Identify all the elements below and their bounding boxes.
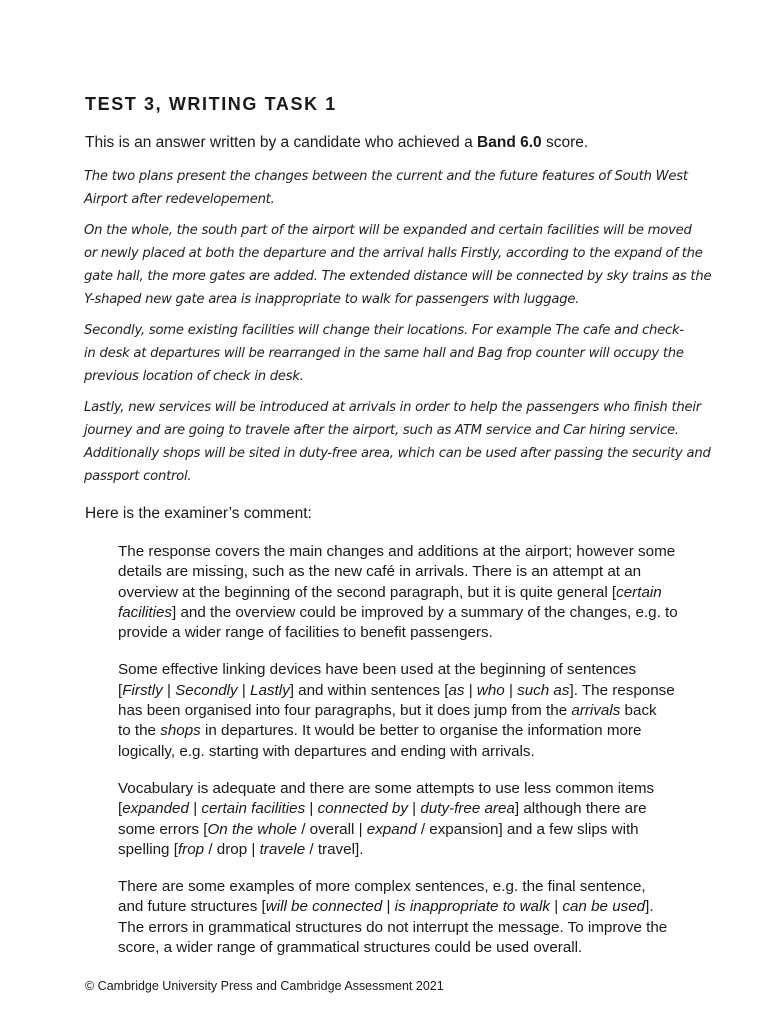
text-run: ].: [645, 898, 654, 916]
italic-run: expand: [366, 820, 417, 838]
essay-line: journey and are going to travele after the airport, such as ATM service and Car hiring service.: [84, 423, 679, 438]
italic-run: facilities: [118, 603, 173, 621]
comment-line: [118, 681, 688, 701]
comment-line: score, a wider range of grammatical structures could be used overall.: [118, 939, 583, 957]
essay-line: The two plans present the changes between the current and the future features of South West: [84, 169, 688, 184]
essay-paragraph: [84, 165, 688, 211]
text-run: overview at the beginning of the second paragraph, but it is quite general [: [118, 583, 617, 601]
text-run: |: [504, 681, 518, 699]
essay-line: in desk at departures will be rearranged in the same hall and Bag frop counter will occupy the: [84, 346, 684, 361]
italic-run: expanded: [122, 800, 189, 818]
italic-run: who: [476, 681, 505, 699]
essay-line: Lastly, new services will be introduced at arrivals in order to help the passengers who finish their: [84, 400, 701, 415]
essay-line: passport control.: [84, 469, 192, 484]
comment-line: [118, 603, 688, 623]
comment-paragraph: [118, 779, 688, 860]
comment-line: [118, 583, 688, 603]
essay-line: Y-shaped new gate area is inappropriate to walk for passengers with luggage.: [84, 292, 580, 307]
essay-line: Airport after redevelopement.: [84, 192, 275, 207]
text-run: |: [162, 681, 176, 699]
copyright-footer: © Cambridge University Press and Cambridge Assessment 2021: [85, 979, 444, 993]
band-score: Band 6.0: [477, 134, 542, 151]
comment-line: The errors in grammatical structures do not interrupt the message. To improve the: [118, 918, 668, 936]
examiner-comment-heading: Here is the examiner’s comment:: [85, 505, 312, 522]
comment-line: [118, 820, 688, 840]
comment-paragraph: [118, 877, 688, 958]
text-run: ] and the overview could be improved by a summary of the changes, e.g. to: [172, 603, 678, 621]
italic-run: is inappropriate to walk: [394, 898, 550, 916]
text-run: |: [549, 898, 563, 916]
text-run: spelling [: [118, 840, 178, 858]
essay-paragraph: [84, 319, 684, 388]
essay-line: Additionally shops will be sited in duty-free area, which can be used after passing the security and: [84, 446, 711, 461]
text-run: |: [464, 681, 477, 699]
essay-line: previous location of check in desk.: [84, 369, 304, 384]
italic-run: connected by: [317, 800, 408, 818]
text-run: back: [620, 702, 657, 720]
intro-before: This is an answer written by a candidate who achieved a: [85, 134, 478, 151]
text-run: |: [237, 681, 250, 699]
italic-run: Firstly: [122, 681, 163, 699]
text-run: ]. The response: [569, 681, 675, 699]
italic-run: frop: [177, 840, 205, 858]
essay-line: gate hall, the more gates are added. The extended distance will be connected by sky trains as the: [84, 269, 712, 284]
comment-line: [118, 701, 688, 721]
comment-line: logically, e.g. starting with departures and ending with arrivals.: [118, 742, 535, 760]
comment-line: Some effective linking devices have been used at the beginning of sentences: [118, 661, 637, 679]
comment-paragraph: [118, 542, 688, 643]
comment-line: [118, 840, 688, 860]
essay-paragraph: [84, 219, 712, 311]
comment-paragraph: [118, 660, 688, 761]
italic-run: On the whole: [207, 820, 297, 838]
candidate-answer: [84, 165, 712, 496]
italic-run: certain: [616, 583, 662, 601]
text-run: in departures. It would be better to organise the information more: [200, 722, 642, 740]
text-run: to the: [118, 722, 161, 740]
italic-run: as: [448, 681, 465, 699]
essay-paragraph: [84, 396, 711, 488]
italic-run: certain facilities: [201, 800, 306, 818]
comment-line: details are missing, such as the new café in arrivals. There is an attempt at an: [118, 563, 642, 581]
text-run: ] although there are: [514, 800, 647, 818]
comment-line: [118, 897, 688, 917]
text-run: has been organised into four paragraphs, but it does jump from the: [118, 702, 572, 720]
text-run: |: [407, 800, 421, 818]
comment-line: provide a wider range of facilities to benefit passengers.: [118, 624, 493, 642]
comment-line: [118, 799, 688, 819]
text-run: / drop |: [204, 840, 260, 858]
italic-run: will be connected: [265, 898, 383, 916]
italic-run: arrivals: [571, 702, 621, 720]
essay-line: On the whole, the south part of the airport will be expanded and certain facilities will be moved: [84, 223, 692, 238]
essay-line: or newly placed at both the departure and the arrival halls Firstly, according to the expand of the: [84, 246, 703, 261]
italic-run: Secondly: [175, 681, 238, 699]
text-run: some errors [: [118, 820, 208, 838]
comment-line: There are some examples of more complex sentences, e.g. the final sentence,: [118, 878, 646, 896]
examiner-comment: [118, 542, 688, 975]
text-run: ] and within sentences [: [289, 681, 449, 699]
italic-run: duty-free area: [420, 800, 515, 818]
text-run: |: [305, 800, 318, 818]
text-run: / travel].: [305, 840, 364, 858]
page-title: TEST 3, WRITING TASK 1: [85, 94, 337, 114]
italic-run: shops: [160, 722, 201, 740]
text-run: [: [118, 800, 123, 818]
italic-run: travele: [259, 840, 306, 858]
text-run: [: [118, 681, 123, 699]
intro-text: [85, 134, 588, 152]
comment-line: The response covers the main changes and additions at the airport; however some: [118, 543, 676, 560]
text-run: / expansion] and a few slips with: [416, 820, 639, 838]
intro-after: score.: [541, 134, 589, 151]
italic-run: such as: [517, 681, 570, 699]
comment-line: [118, 721, 688, 741]
text-run: |: [382, 898, 395, 916]
italic-run: can be used: [562, 898, 646, 916]
text-run: / overall |: [296, 820, 367, 838]
essay-line: Secondly, some existing facilities will change their locations. For example The cafe and check-: [84, 323, 684, 338]
italic-run: Lastly: [250, 681, 290, 699]
text-run: and future structures [: [118, 898, 266, 916]
comment-line: Vocabulary is adequate and there are some attempts to use less common items: [118, 779, 655, 797]
text-run: |: [188, 800, 202, 818]
